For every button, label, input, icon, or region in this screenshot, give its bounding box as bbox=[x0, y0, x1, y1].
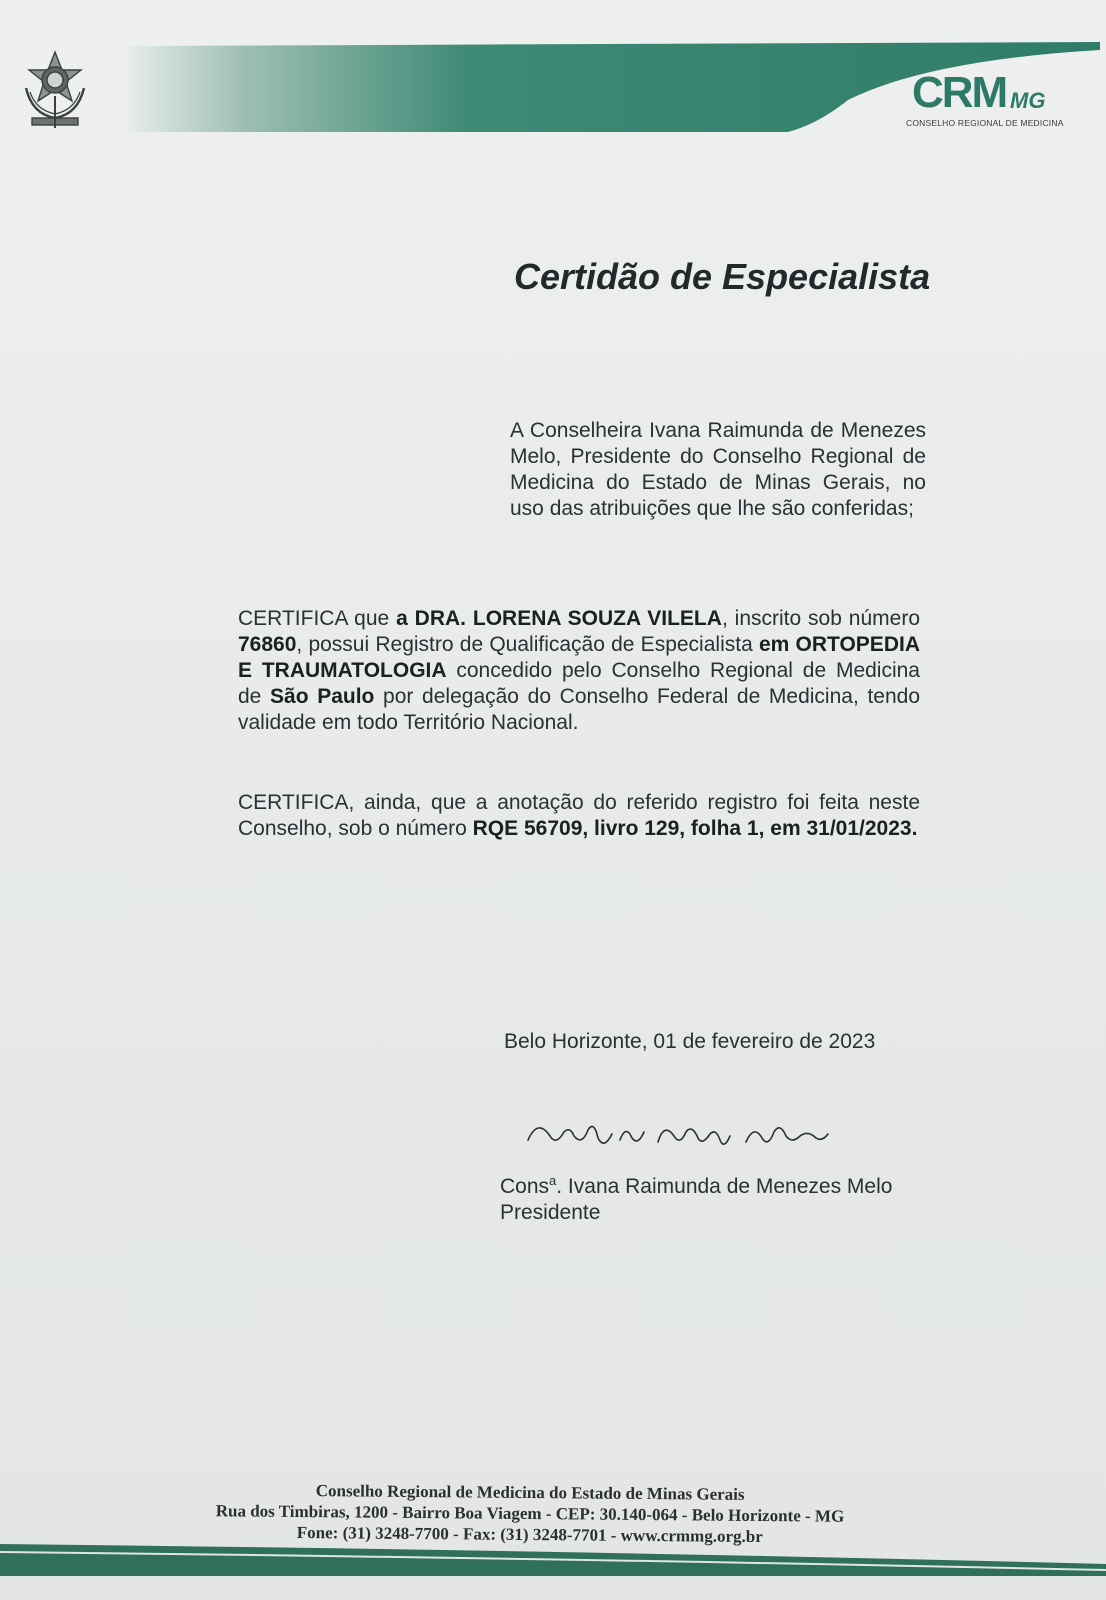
p1-text-3: , possui Registro de Qualificação de Especialista bbox=[296, 633, 759, 656]
intro-paragraph: A Conselheira Ivana Raimunda de Menezes Melo, Presidente do Conselho Regional de Medicina do Estado de Minas Gerais, no uso das atribuições que lhe são conferidas; bbox=[510, 419, 926, 520]
registration-number: 76860 bbox=[238, 633, 297, 656]
p1-text-1: CERTIFICA que bbox=[238, 607, 397, 630]
signer-title: Cons bbox=[500, 1175, 550, 1198]
footer-line-3: Fone: (31) 3248-7700 - Fax: (31) 3248-7701 - www.crmmg.org.br bbox=[296, 1522, 763, 1547]
p2-text-1: CERTIFICA, ainda, que a anotação do referido registro foi feita neste Conselho, sob o número bbox=[238, 791, 920, 840]
p1-text-5: por delegação do Conselho Federal de Medicina, tendo validade em todo Território Nacional. bbox=[238, 685, 920, 734]
signer-role: Presidente bbox=[500, 1201, 601, 1224]
coat-of-arms-icon bbox=[18, 48, 92, 134]
doctor-name: a DRA. LORENA SOUZA VILELA bbox=[396, 607, 722, 630]
logo-caption: CONSELHO REGIONAL DE MEDICINA bbox=[906, 118, 1064, 128]
crm-mg-logo bbox=[906, 70, 1072, 132]
specialty: em ORTOPEDIA E TRAUMATOLOGIA bbox=[238, 633, 920, 682]
handwritten-signature bbox=[524, 1110, 834, 1160]
signer-name: . Ivana Raimunda de Menezes Melo bbox=[556, 1175, 893, 1198]
granting-state: São Paulo bbox=[270, 685, 375, 708]
issue-date: Belo Horizonte, 01 de fevereiro de 2023 bbox=[504, 1030, 876, 1053]
footer-line-2: Rua dos Timbiras, 1200 - Bairro Boa Viagem - CEP: 30.140-064 - Belo Horizonte - MG bbox=[215, 1501, 845, 1526]
annotation-paragraph bbox=[238, 790, 920, 842]
logo-state: MG bbox=[1010, 88, 1046, 113]
footer-band bbox=[0, 1542, 1106, 1576]
signer-block bbox=[500, 1168, 892, 1226]
footer-address bbox=[150, 1479, 911, 1549]
page-title: Certidão de Especialista bbox=[514, 256, 931, 297]
signer-name-line bbox=[500, 1168, 892, 1200]
signer-title-sup: a bbox=[549, 1173, 557, 1188]
p1-text-4: concedido pelo Conselho Regional de Medicina de bbox=[238, 659, 920, 708]
certification-paragraph bbox=[238, 606, 920, 736]
logo-text: CRM bbox=[912, 68, 1007, 117]
footer-line-1: Conselho Regional de Medicina do Estado de Minas Gerais bbox=[315, 1481, 745, 1504]
p1-text-2: , inscrito sob número bbox=[721, 607, 920, 630]
rqe-details: RQE 56709, livro 129, folha 1, em 31/01/2023. bbox=[472, 817, 918, 840]
